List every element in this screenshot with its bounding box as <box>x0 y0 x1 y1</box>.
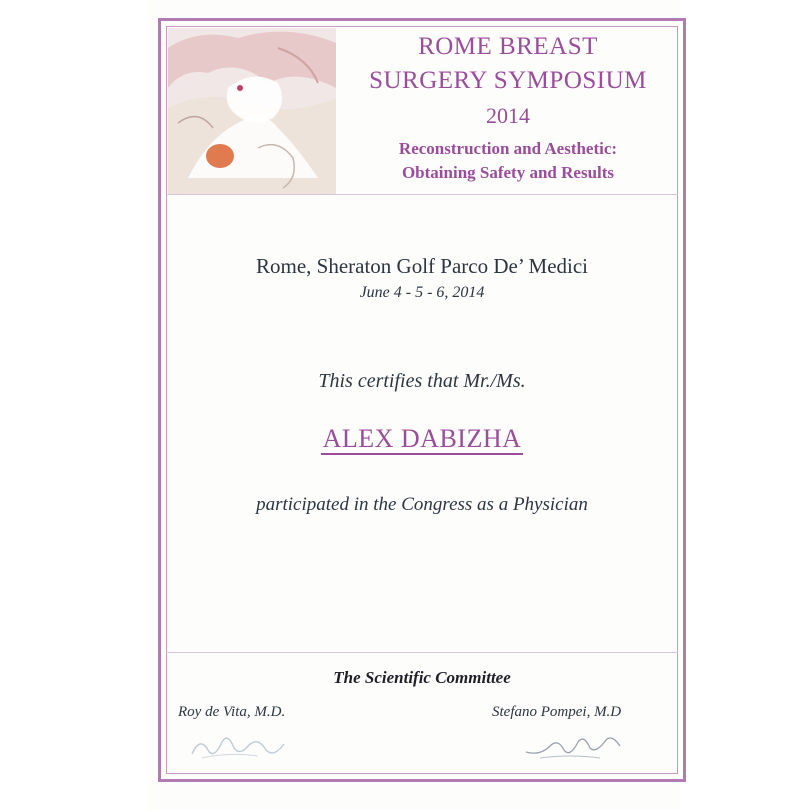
recipient-name-text: ALEX DABIZHA <box>322 424 522 453</box>
certifies-text: This certifies that Mr./Ms. <box>318 370 526 392</box>
symposium-title-line1: ROME BREAST <box>418 33 598 60</box>
signature-right-mark <box>520 728 630 764</box>
committee-label: The Scientific Committee <box>333 668 511 687</box>
recipient-name <box>166 424 678 454</box>
signatory-left-name: Roy de Vita, M.D. <box>178 704 286 720</box>
participation-text: participated in the Congress as a Physician <box>256 494 588 515</box>
event-venue: Rome, Sheraton Golf Parco De’ Medici <box>255 254 589 278</box>
symposium-subtitle-line2: Obtaining Safety and Results <box>401 163 615 182</box>
signature-left-mark <box>188 728 298 764</box>
symposium-subtitle-line1: Reconstruction and Aesthetic: <box>398 139 618 158</box>
event-dates: June 4 - 5 - 6, 2014 <box>359 284 485 301</box>
certificate-header <box>338 30 678 184</box>
header-divider <box>166 194 678 195</box>
symposium-title-line2: SURGERY SYMPOSIUM <box>369 67 647 94</box>
footer-divider <box>166 652 678 653</box>
header-artwork <box>168 28 336 194</box>
symposium-year: 2014 <box>486 103 530 128</box>
signatory-right-name: Stefano Pompei, M.D <box>492 704 622 720</box>
